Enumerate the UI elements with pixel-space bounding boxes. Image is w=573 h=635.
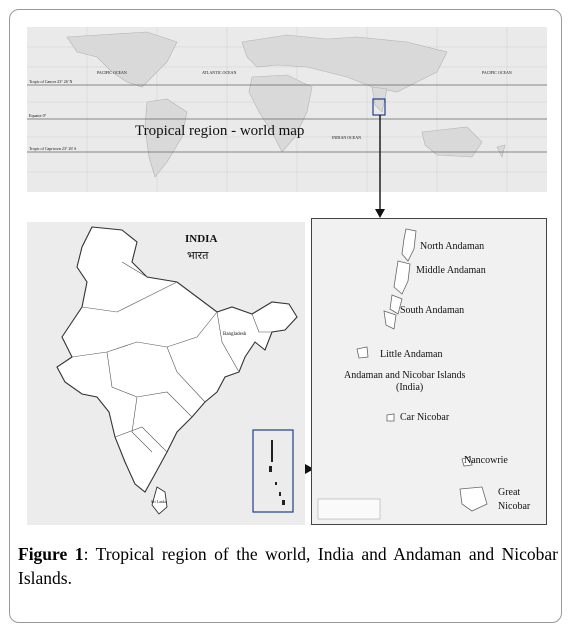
ocean-label: PACIFIC OCEAN (482, 70, 512, 75)
sri-lanka-label: Sri Lanka (151, 499, 167, 504)
andaman-nicobar-map (311, 218, 547, 525)
ocean-label: ATLANTIC OCEAN (202, 70, 237, 75)
south-andaman-label: South Andaman (400, 305, 465, 316)
caption-text: : Tropical region of the world, India and Andaman and Nicobar Islands. (18, 544, 558, 588)
andaman-nicobar-label: Andaman and Nicobar Islands (344, 370, 466, 381)
world-map-title: Tropical region - world map (135, 123, 305, 139)
nancowrie-label: Nancowrie (464, 455, 508, 466)
world-map-graphic (27, 27, 547, 192)
tropic-cancer-label: Tropic of Cancer 23° 26' N (29, 79, 73, 84)
figure-caption (18, 542, 558, 590)
india-title: INDIA (185, 233, 218, 245)
ocean-label: INDIAN OCEAN (332, 135, 361, 140)
ocean-label: PACIFIC OCEAN (97, 70, 127, 75)
nicobar-label: Nicobar (498, 501, 531, 512)
middle-andaman-label: Middle Andaman (416, 265, 486, 276)
great-label: Great (498, 487, 521, 498)
caption-label: Figure 1 (18, 544, 84, 564)
world-map (27, 27, 547, 192)
bangladesh-label: Bangladesh (223, 332, 247, 337)
car-nicobar-label: Car Nicobar (400, 412, 450, 423)
tropic-capricorn-label: Tropic of Capricorn 23° 26' S (29, 146, 77, 151)
india-title-hindi: भारत (187, 250, 209, 262)
legend-box (318, 499, 380, 519)
little-andaman-label: Little Andaman (380, 349, 443, 360)
india-map-graphic (27, 222, 305, 525)
india-paren-label: (India) (396, 382, 424, 393)
north-andaman-label: North Andaman (420, 241, 485, 252)
india-map (27, 222, 305, 525)
equator-label: Equator 0° (29, 113, 47, 118)
